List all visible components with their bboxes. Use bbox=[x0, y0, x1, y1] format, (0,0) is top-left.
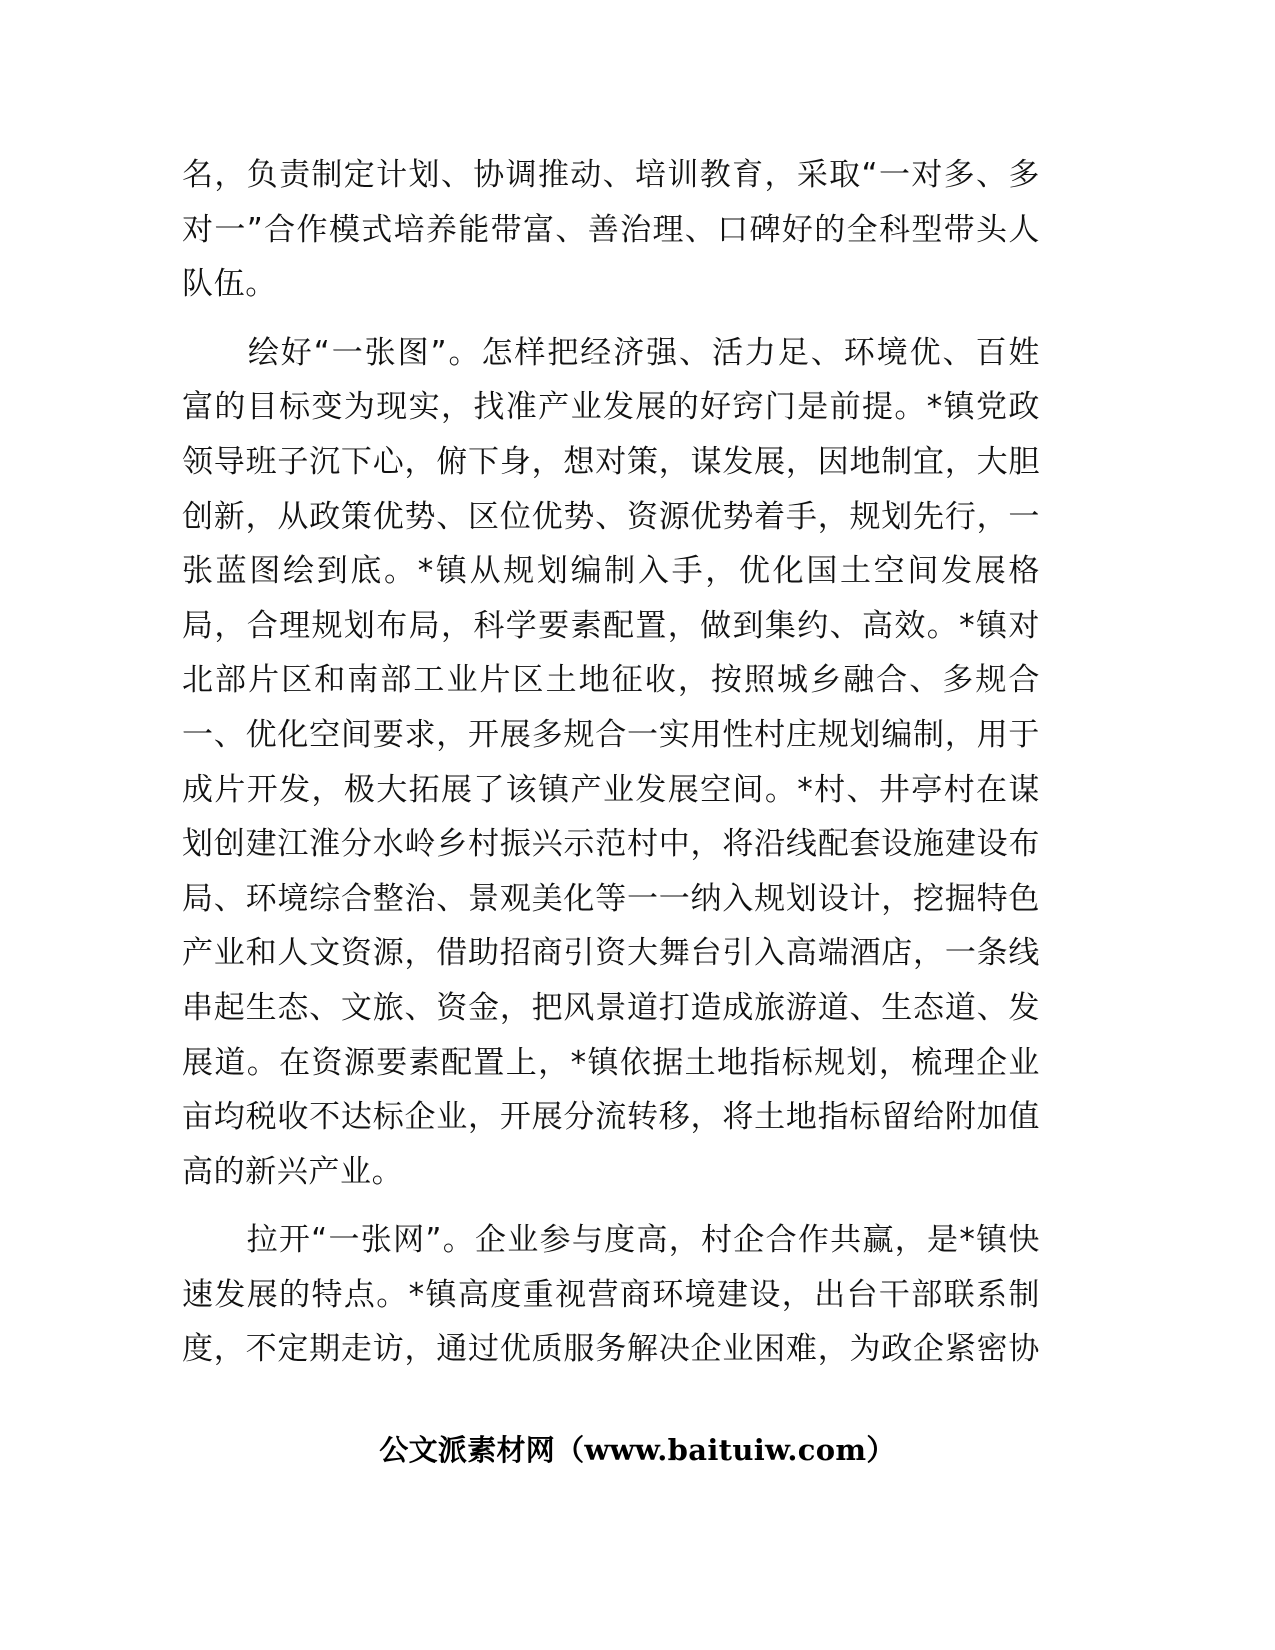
text-line: 绘好“一张图”。怎样把经济强、活力足、环境优、百姓 bbox=[182, 334, 1040, 371]
paragraph-continuation bbox=[182, 148, 1040, 312]
text-line: 串起生态、文旅、资金，把风景道打造成旅游道、生态道、发 bbox=[182, 989, 1040, 1026]
text-line: 成片开发，极大拓展了该镇产业发展空间。*村、井亭村在谋 bbox=[182, 771, 1040, 808]
text-line: 名，负责制定计划、协调推动、培训教育，采取“一对多、多 bbox=[182, 157, 1040, 193]
text-line: 展道。在资源要素配置上，*镇依据土地指标规划，梳理企业 bbox=[182, 1044, 1040, 1081]
text-line: 产业和人文资源，借助招商引资大舞台引入高端酒店，一条线 bbox=[182, 935, 1040, 972]
paragraph-yizhangtu bbox=[182, 326, 1040, 1200]
text-line: 度，不定期走访，通过优质服务解决企业困难，为政企紧密协 bbox=[182, 1331, 1040, 1368]
text-line: 拉开“一张网”。企业参与度高，村企合作共赢，是*镇快 bbox=[182, 1222, 1040, 1259]
text-line: 划创建江淮分水岭乡村振兴示范村中，将沿线配套设施建设布 bbox=[182, 826, 1040, 863]
text-line: 亩均税收不达标企业，开展分流转移，将土地指标留给附加值 bbox=[182, 1099, 1040, 1136]
text-line: 张蓝图绘到底。*镇从规划编制入手，优化国土空间发展格 bbox=[182, 553, 1040, 590]
document-body bbox=[182, 148, 1040, 1377]
text-line: 富的目标变为现实，找准产业发展的好窍门是前提。*镇党政 bbox=[182, 389, 1040, 426]
text-line: 领导班子沉下心，俯下身，想对策，谋发展，因地制宜，大胆 bbox=[182, 443, 1040, 480]
paragraph-yizhangwang bbox=[182, 1213, 1040, 1377]
text-line: 高的新兴产业。 bbox=[182, 1153, 404, 1190]
text-line: 一、优化空间要求，开展多规合一实用性村庄规划编制，用于 bbox=[182, 716, 1040, 753]
text-line: 队伍。 bbox=[182, 266, 277, 303]
text-line: 局，合理规划布局，科学要素配置，做到集约、高效。*镇对 bbox=[182, 607, 1040, 644]
text-line: 创新，从政策优势、区位优势、资源优势着手，规划先行，一 bbox=[182, 498, 1040, 535]
text-line: 局、环境综合整治、景观美化等一一纳入规划设计，挖掘特色 bbox=[182, 880, 1040, 917]
text-line: 北部片区和南部工业片区土地征收，按照城乡融合、多规合 bbox=[182, 662, 1040, 699]
footer-watermark: 公文派素材网（www.baituiw.com） bbox=[379, 1433, 896, 1467]
text-line: 对一”合作模式培养能带富、善治理、口碑好的全科型带头人 bbox=[182, 211, 1040, 248]
text-line: 速发展的特点。*镇高度重视营商环境建设，出台干部联系制 bbox=[182, 1276, 1040, 1313]
